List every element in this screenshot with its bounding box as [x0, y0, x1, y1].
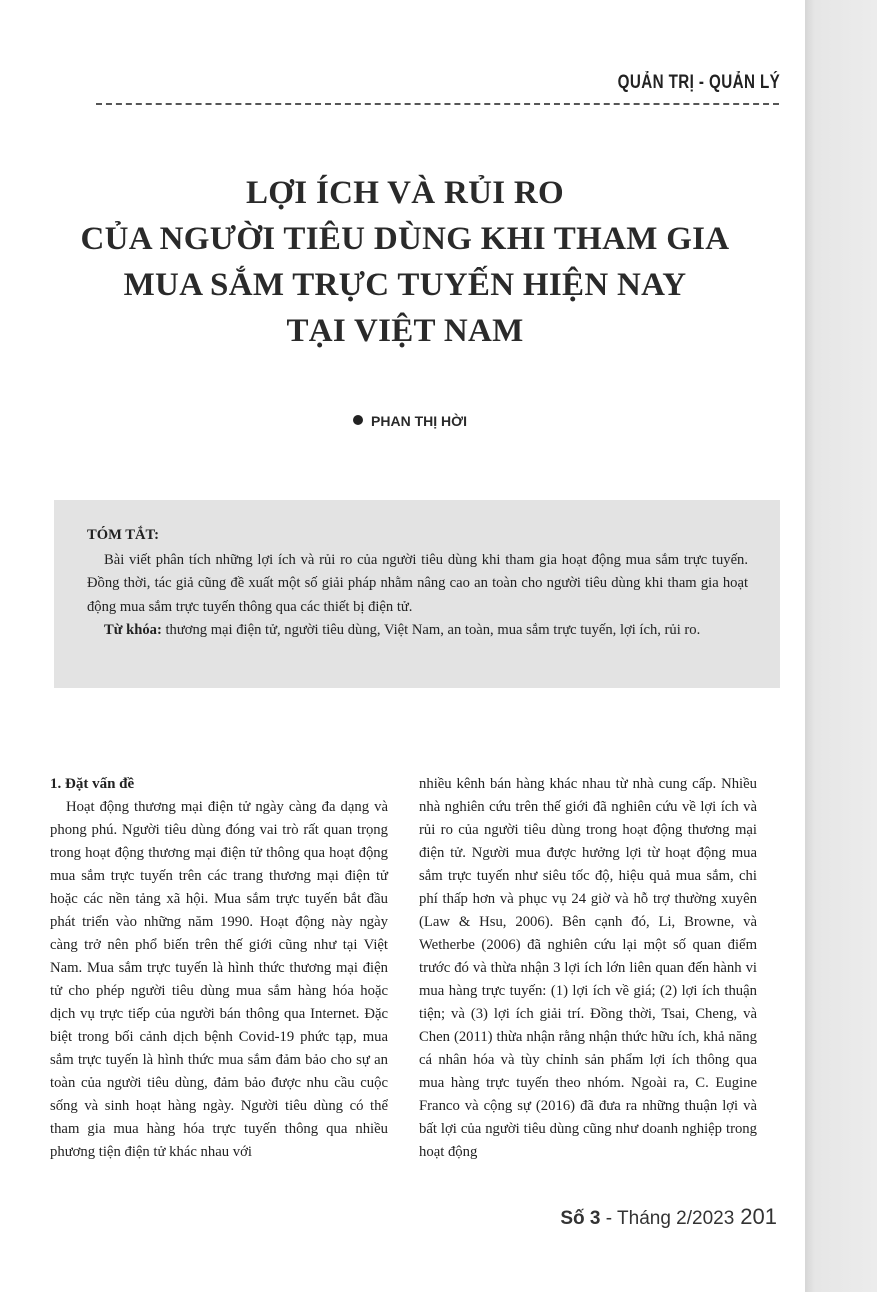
author-line [0, 413, 820, 429]
issue-number: Số 3 [560, 1208, 601, 1229]
title-line: CỦA NGƯỜI TIÊU DÙNG KHI THAM GIA [80, 221, 730, 257]
article-title [50, 170, 760, 354]
body-paragraph: Hoạt động thương mại điện tử ngày càng đa dạng và phong phú. Người tiêu dùng đóng vai trò rất quan trọng trong hoạt động thương mại điện tử thông qua hoạt động mua sắm trực tuyến trên các trang thương mại điện tử hoặc các nền tảng xã hội. Mua sắm trực tuyến bắt đầu phát triển vào những năm 1990. Hoạt động này ngày càng trở nên phổ biến trên thế giới cũng như tại Việt Nam. Mua sắm trực tuyến là hình thức thương mại điện tử cho phép người tiêu dùng mua sắm hàng hóa hoặc dịch vụ trực tiếp của người bán thông qua Internet. Đặc biệt trong bối cảnh dịch bệnh Covid-19 phức tạp, mua sắm trực tuyến là hình thức mua sắm đảm bảo cho sự an toàn của người tiêu dùng, đảm bảo được nhu cầu cuộc sống và sinh hoạt hàng ngày. Người tiêu dùng có thể tham gia mua hàng hóa trực tuyến thông qua nhiều phương tiện điện tử khác nhau với [50, 799, 388, 1160]
section-heading: 1. Đặt vấn đề [50, 776, 135, 792]
issue-month: Tháng 2/2023 [617, 1208, 735, 1229]
page-footer [560, 1204, 777, 1230]
page-number: 201 [740, 1204, 777, 1229]
body-paragraph: nhiều kênh bán hàng khác nhau từ nhà cung cấp. Nhiều nhà nghiên cứu trên thế giới đã nghiên cứu về lợi ích và rủi ro của người tiêu dùng trong hoạt động thương mại điện tử. Người mua được hưởng lợi từ hoạt động mua sắm trực tuyến như siêu tốc độ, hiệu quả mua sắm, chi phí thấp hơn và phục vụ 24 giờ và hỗ trợ thường xuyên (Law & Hsu, 2006). Bên cạnh đó, Li, Browne, và Wetherbe (2006) đã nghiên cứu lại một số quan điểm trước đó và thừa nhận 3 lợi ích lớn liên quan đến hành vi mua hàng trực tuyến: (1) lợi ích về giá; (2) lợi ích thuận tiện; và (3) lợi ích giải trí. Đồng thời, Tsai, Cheng, và Chen (2011) thừa nhận rằng nhận thức hữu ích, khả năng cá nhân hóa và tùy chỉnh sản phẩm lợi ích thông qua mua hàng trực tuyến theo nhóm. Ngoài ra, C. Eugine Franco và cộng sự (2016) đã đưa ra những thuận lợi và bất lợi của người tiêu dùng cũng như doanh nghiệp trong hoạt động [419, 776, 757, 1160]
title-line: MUA SẮM TRỰC TUYẾN HIỆN NAY [123, 267, 687, 303]
section-label: QUẢN TRỊ - QUẢN LÝ [617, 72, 780, 93]
body-column-left [50, 773, 388, 1164]
bullet-icon [353, 415, 363, 425]
keywords-label: Từ khóa: [104, 622, 162, 639]
author-name: PHAN THỊ HỜI [371, 413, 467, 429]
abstract-box [54, 500, 780, 688]
title-line: TẠI VIỆT NAM [286, 313, 524, 349]
keywords [87, 619, 748, 643]
abstract-body: Bài viết phân tích những lợi ích và rủi ro của người tiêu dùng khi tham gia hoạt động mua sắm trực tuyến. Đồng thời, tác giả cũng đề xuất một số giải pháp nhằm nâng cao an toàn cho người tiêu dùng khi tham gia hoạt động mua sắm trực tuyến thông qua các thiết bị điện tử. [87, 551, 748, 615]
header-rule [96, 103, 779, 105]
scan-edge-strip [805, 0, 877, 1292]
title-line: LỢI ÍCH VÀ RỦI RO [245, 175, 565, 211]
footer-separator: - [600, 1208, 618, 1229]
abstract-heading: TÓM TẮT: [87, 527, 160, 543]
keywords-list: thương mại điện tử, người tiêu dùng, Việt Nam, an toàn, mua sắm trực tuyến, lợi ích, rủi ro. [165, 622, 701, 639]
body-column-right [419, 773, 757, 1164]
